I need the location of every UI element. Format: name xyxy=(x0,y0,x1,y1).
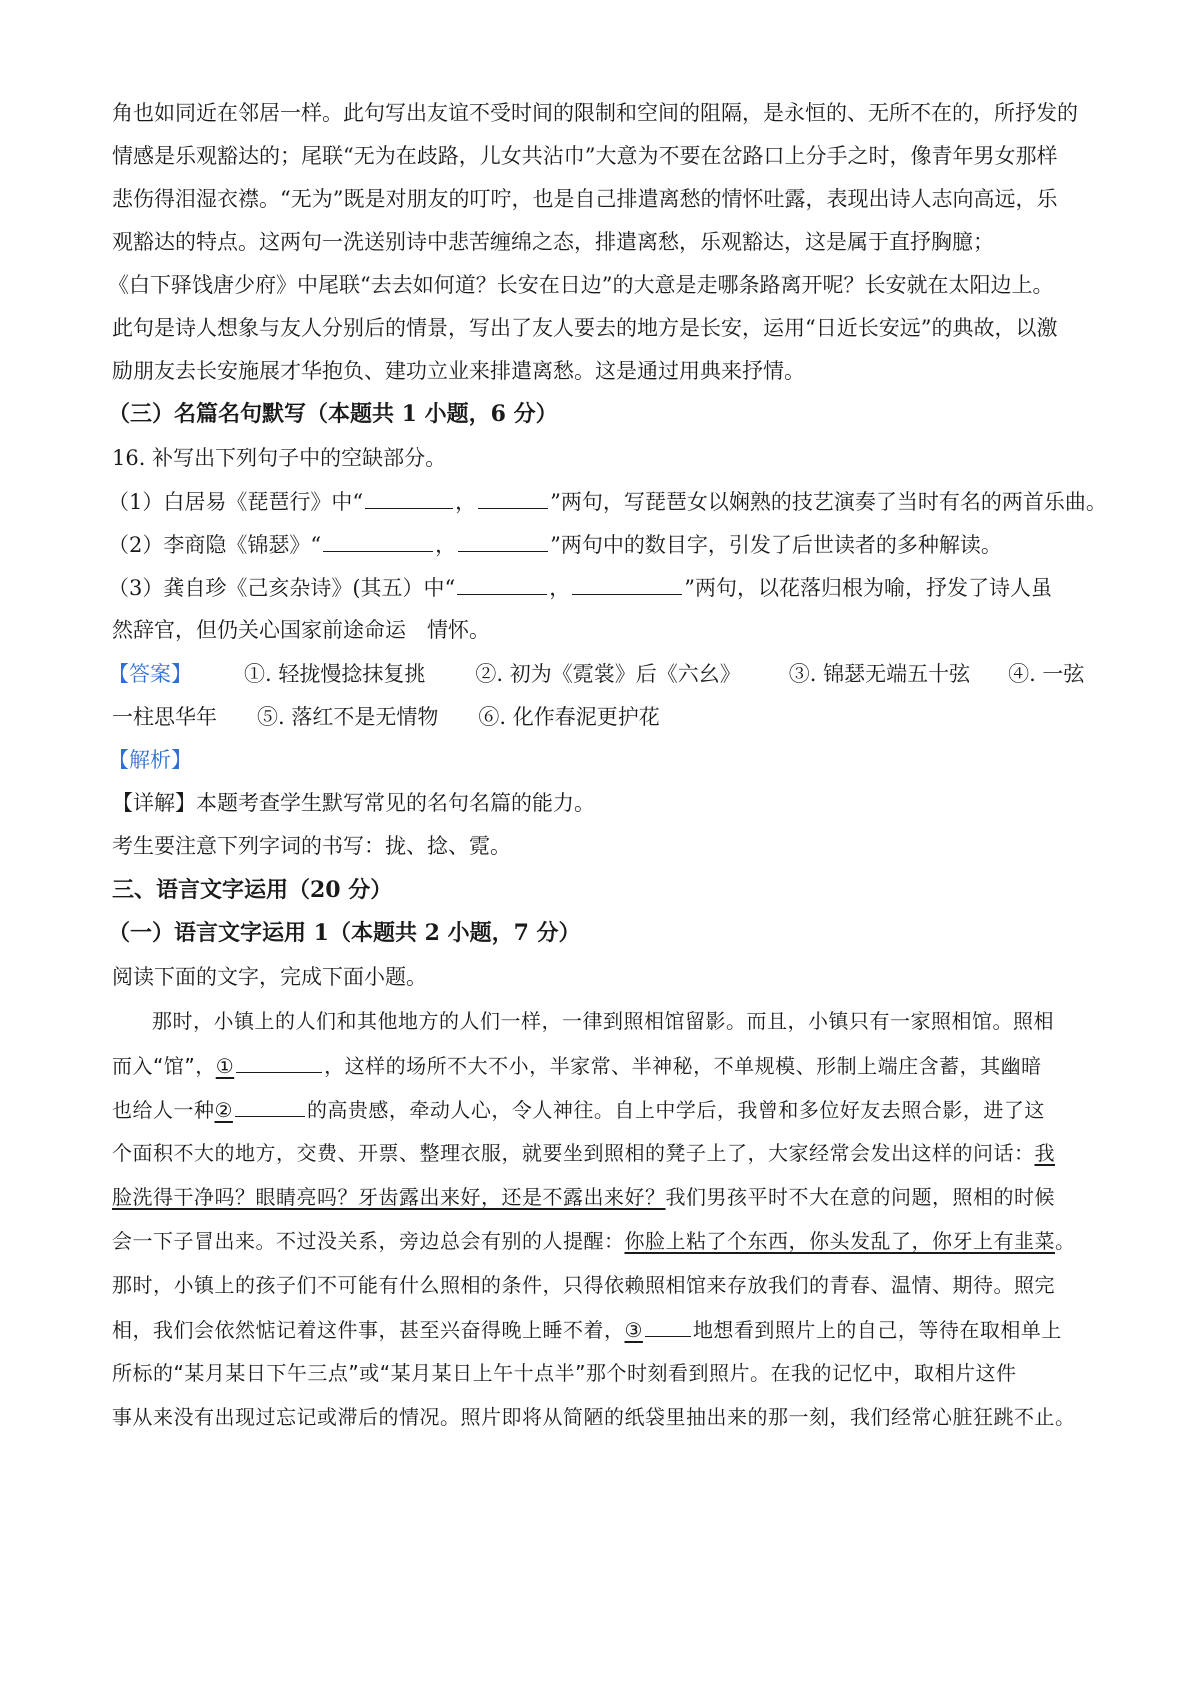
passage-text: ，这样的场所不大不小，半家常、半神秘，不单规模、形制上端庄含蓄，其幽暗 xyxy=(324,1054,1042,1078)
analysis-line-3: 悲伤得泪湿衣襟。“无为”既是对朋友的叮咛，也是自己排遣离愁的情怀吐露，表现出诗人志向高远，乐 xyxy=(112,187,1058,211)
answer-4-cont: 一柱思华年 xyxy=(112,705,217,729)
question-16-item-2 xyxy=(108,529,1002,560)
passage-line-10: 事从来没有出现过忘记或滞后的情况。照片即将从简陋的纸袋里抽出来的那一刻，我们经常心脏狂跳不止。 xyxy=(112,1405,1076,1429)
item3-text-a: （3）龚自珍《己亥杂诗》(其五）中“ xyxy=(108,576,456,600)
passage-line-6 xyxy=(112,1226,1076,1256)
underlined-questions: 脸洗得干净吗？眼睛亮吗？牙齿露出来好，还是不露出来好？ xyxy=(112,1185,666,1209)
item1-text-b: ， xyxy=(455,490,477,514)
passage-line-4 xyxy=(112,1138,1055,1168)
item2-text-a: （2）李商隐《锦瑟》“ xyxy=(108,533,322,557)
fill-blank-1[interactable] xyxy=(365,486,453,509)
detail-line: 【详解】本题考查学生默写常见的名句名篇的能力。 xyxy=(112,791,595,815)
fill-blank-2[interactable] xyxy=(478,486,548,509)
passage-line-9: 所标的“某月某日下午三点”或“某月某日上午十点半”那个时刻看到照片。在我的记忆中，取相片这件 xyxy=(112,1361,1017,1385)
passage-text: 的高贵感，牵动人心，令人神往。自上中学后，我曾和多位好友去照合影，进了这 xyxy=(306,1098,1045,1122)
item3-text-c: ”两句，以花落归根为喻，抒发了诗人虽 xyxy=(684,576,1053,600)
passage-line-2 xyxy=(112,1050,1042,1081)
part-3-heading: 三、语言文字运用（20 分） xyxy=(112,877,393,903)
passage-text: 也给人一种 xyxy=(112,1098,215,1122)
passage-text: 。 xyxy=(1055,1229,1076,1253)
sub-1-heading: （一）语言文字运用 1（本题共 2 小题，7 分） xyxy=(108,920,581,946)
analysis-line-1: 角也如同近在邻居一样。此句写出友谊不受时间的限制和空间的阻隔，是永恒的、无所不在的，所抒发的 xyxy=(112,101,1078,125)
item1-text-c: ”两句，写琵琶女以娴熟的技艺演奏了当时有名的两首乐曲。 xyxy=(550,490,1107,514)
item1-text-a: （1）白居易《琵琶行》中“ xyxy=(108,490,364,514)
item3-text-b: ， xyxy=(549,576,571,600)
answer-line-2 xyxy=(112,702,660,732)
analysis-line-5: 《白下驿饯唐少府》中尾联“去去如何道？长安在日边”的大意是走哪条路离开呢？长安就在太阳边上。 xyxy=(108,273,1054,297)
passage-text: 而入“馆”， xyxy=(112,1054,216,1078)
passage-line-5 xyxy=(112,1182,1055,1212)
passage-line-8 xyxy=(112,1314,1062,1345)
writing-note: 考生要注意下列字词的书写：拢、捻、霓。 xyxy=(112,834,511,858)
answer-line-1 xyxy=(108,659,1084,689)
analysis-line-4: 观豁达的特点。这两句一洗送别诗中悲苦缠绵之态，排遣离愁，乐观豁达，这是属于直抒胸臆； xyxy=(112,230,994,254)
passage-text: 个面积不大的地方，交费、开票、整理衣服，就要坐到照相的凳子上了，大家经常会发出这样的问话： xyxy=(112,1141,1035,1165)
reading-instruction: 阅读下面的文字，完成下面小题。 xyxy=(112,965,427,989)
passage-text: 相，我们会依然惦记着这件事，甚至兴奋得晚上睡不着， xyxy=(112,1318,625,1342)
blank-marker-1: ① xyxy=(215,1054,235,1078)
passage-line-1: 那时，小镇上的人们和其他地方的人们一样，一律到照相馆留影。而且，小镇只有一家照相馆。照相 xyxy=(152,1009,1054,1033)
answer-4: ④. 一弦 xyxy=(1008,662,1085,686)
underlined-question-start: 我 xyxy=(1034,1141,1055,1165)
passage-text: 会一下子冒出来。不过没关系，旁边总会有别的人提醒： xyxy=(112,1229,625,1253)
item2-text-b: ， xyxy=(435,533,457,557)
analysis-tag: 【解析】 xyxy=(108,748,192,772)
answer-1: ①. 轻拢慢捻抹复挑 xyxy=(244,662,426,686)
item2-text-c: ”两句中的数目字，引发了后世读者的多种解读。 xyxy=(550,533,1002,557)
question-16: 16. 补写出下列句子中的空缺部分。 xyxy=(112,446,447,470)
passage-line-3 xyxy=(112,1094,1045,1125)
passage-blank-2[interactable] xyxy=(235,1094,305,1117)
question-16-item-3-cont: 然辞官，但仍关心国家前途命运 情怀。 xyxy=(112,618,490,642)
answer-2: ②. 初为《霓裳》后《六幺》 xyxy=(475,662,741,686)
analysis-line-6: 此句是诗人想象与友人分别后的情景，写出了友人要去的地方是长安，运用“日近长安远”的典故，以激 xyxy=(112,316,1058,340)
answer-tag: 【答案】 xyxy=(108,662,192,686)
question-16-item-1 xyxy=(108,486,1107,517)
passage-blank-3[interactable] xyxy=(645,1314,691,1337)
answer-5: ⑤. 落红不是无情物 xyxy=(257,705,439,729)
answer-3: ③. 锦瑟无端五十弦 xyxy=(788,662,971,686)
analysis-line-2: 情感是乐观豁达的；尾联“无为在歧路，儿女共沾巾”大意为不要在岔路口上分手之时，像青年男女那样 xyxy=(112,144,1058,168)
analysis-line-7: 励朋友去长安施展才华抱负、建功立业来排遣离愁。这是通过用典来抒情。 xyxy=(112,359,805,383)
blank-marker-3: ③ xyxy=(624,1318,643,1342)
fill-blank-5[interactable] xyxy=(457,572,547,595)
blank-marker-2: ② xyxy=(214,1098,233,1122)
passage-text: 地想看到照片上的自己，等待在取相单上 xyxy=(692,1318,1062,1342)
passage-blank-1[interactable] xyxy=(236,1050,322,1073)
fill-blank-3[interactable] xyxy=(323,529,433,552)
fill-blank-4[interactable] xyxy=(458,529,548,552)
passage-text: 我们男孩平时不大在意的问题，照相的时候 xyxy=(665,1185,1055,1209)
section-heading-mingpian: （三）名篇名句默写（本题共 1 小题，6 分） xyxy=(108,401,558,427)
answer-6: ⑥. 化作春泥更护花 xyxy=(478,705,660,729)
passage-line-7: 那时，小镇上的孩子们不可能有什么照相的条件，只得依赖照相馆来存放我们的青春、温情、期待。照完 xyxy=(112,1273,1055,1297)
underlined-reminder: 你脸上粘了个东西，你头发乱了，你牙上有韭菜 xyxy=(624,1229,1055,1253)
fill-blank-6[interactable] xyxy=(572,572,682,595)
question-16-item-3 xyxy=(108,572,1052,603)
